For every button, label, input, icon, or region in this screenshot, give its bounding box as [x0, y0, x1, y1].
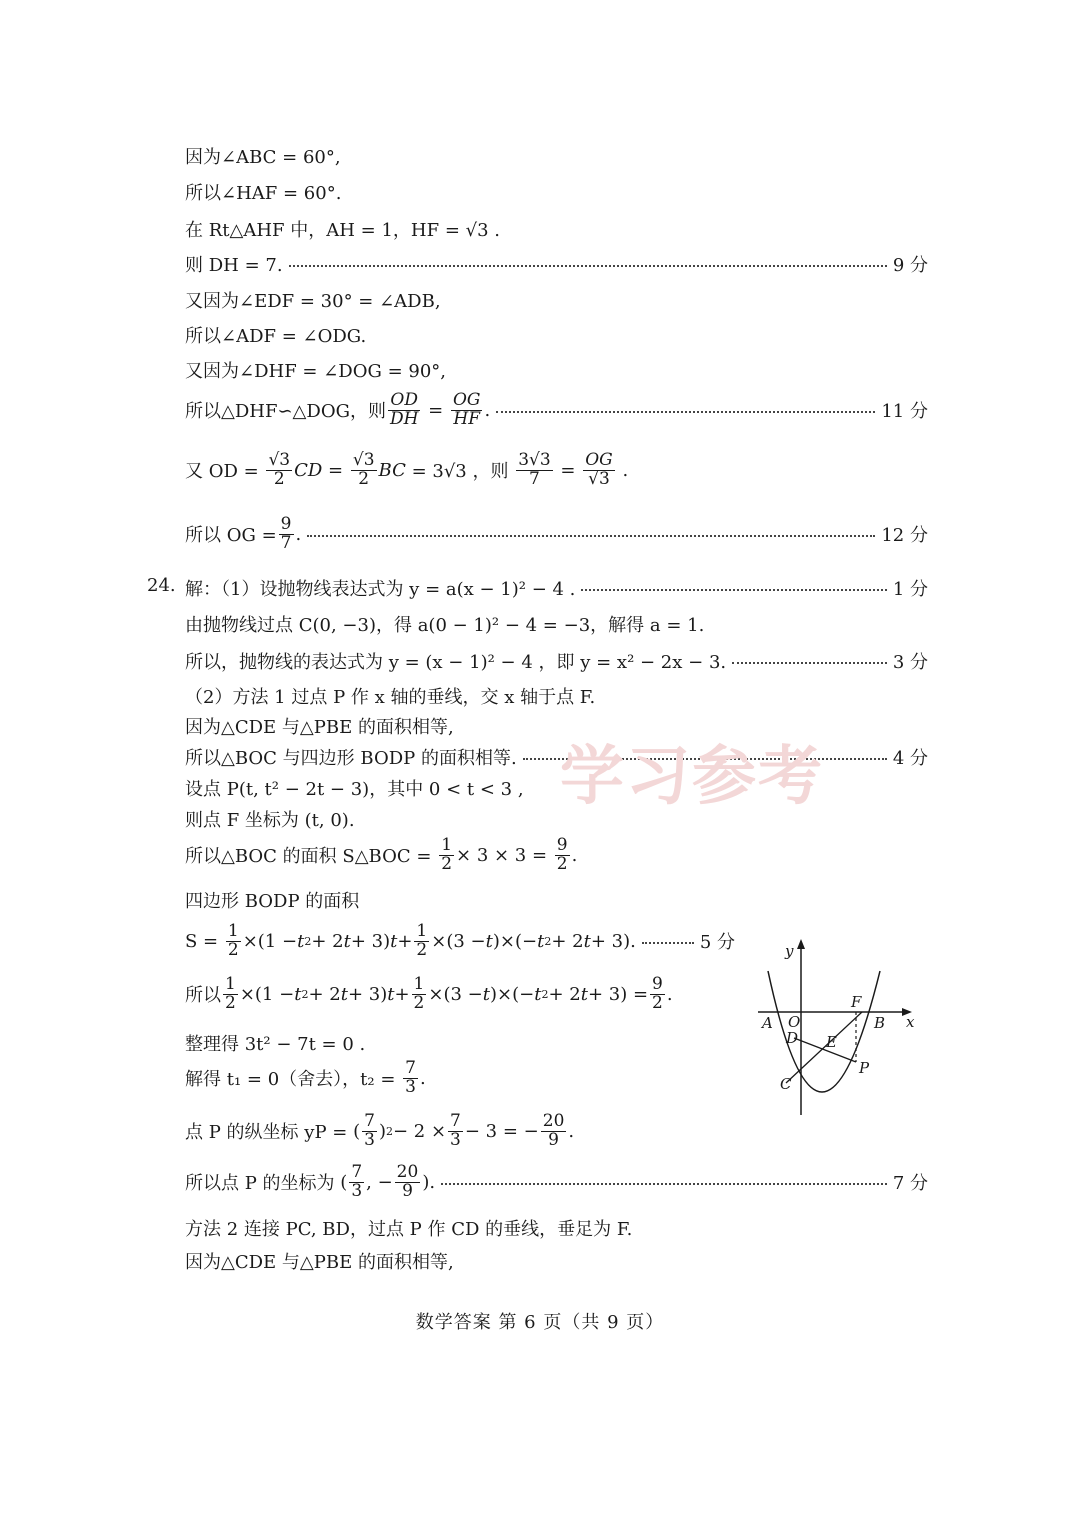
watermark: 学习参考: [560, 740, 824, 814]
line-21-text: S =: [185, 930, 219, 952]
text-line-27: 方法 2 连接 PC, BD，过点 P 作 CD 的垂线，垂足为 F.: [185, 1219, 633, 1240]
label-b: B: [874, 1014, 886, 1032]
score-5: 5 分: [699, 932, 735, 954]
text-line-18: 则点 F 坐标为 (t, 0).: [185, 810, 355, 831]
frac-od-dh: $\frac{OD}{DH}$: [389, 390, 419, 429]
text-line-3: 在 Rt△AHF 中，AH = 1，HF = √3 .: [185, 220, 501, 241]
line-24-text: 解得 t₁ = 0（舍去），t₂ =: [185, 1069, 396, 1091]
dot-leader: [732, 662, 887, 664]
text-line-8: 所以△DHF∽△DOG，则 $\frac{OD}{DH}$ = $\frac{OG}{HF}$ . 11 分: [185, 390, 928, 429]
label-c: C: [780, 1075, 792, 1093]
text-line-7: 又因为∠DHF = ∠DOG = 90°,: [185, 361, 447, 382]
question-number: 24.: [147, 575, 176, 596]
label-d: D: [786, 1029, 799, 1047]
text-line-19: 所以△BOC 的面积 S△BOC = $\frac{1}{2}$ × 3 × 3 = $\frac{9}{2}$ .: [185, 835, 578, 874]
text-line-15: 因为△CDE 与△PBE 的面积相等,: [185, 717, 454, 738]
line-16-text: 所以△BOC 与四边形 BODP 的面积相等.: [185, 748, 517, 769]
dot-leader: [642, 942, 694, 944]
text-line-11: [185, 575, 928, 601]
text-line-20: 四边形 BODP 的面积: [185, 891, 360, 912]
line-9-text: 又 OD =: [185, 461, 259, 483]
text-line-10: 所以 OG = $\frac{9}{7}$ . 12 分: [185, 514, 928, 553]
text-line-5: 又因为∠EDF = 30° = ∠ADB,: [185, 291, 441, 312]
text-line-26: 所以点 P 的坐标为 ( $\frac{7}{3}$ , − $\frac{20}{9}$ ). 7 分: [185, 1162, 928, 1201]
line-22-text: 所以: [185, 985, 221, 1007]
line-10-text: 所以 OG =: [185, 525, 277, 547]
text-line-4: [185, 251, 928, 277]
text-line-2: 所以∠HAF = 60°.: [185, 183, 342, 204]
label-x: x: [906, 1013, 915, 1031]
score-11: 11 分: [881, 401, 928, 423]
dot-leader: [496, 411, 875, 413]
label-o: O: [788, 1013, 801, 1031]
text-line-1: 因为∠ABC = 60°,: [185, 147, 341, 168]
text-line-9: 又 OD = $\frac{√3}{2}$ CD = $\frac{√3}{2}$ BC = 3√3 ，则 $\frac{3√3}{7}$ = $\frac{OG}{√3}$ .: [185, 450, 629, 489]
page-footer: 数学答案 第 6 页（共 9 页）: [415, 1312, 665, 1333]
line-8-text: 所以△DHF∽△DOG，则: [185, 401, 386, 423]
text-line-22: 所以 $\frac{1}{2}$ ×(1 − t 2 + 2 t + 3) t + $\frac{1}{2}$ ×(3 − t )×(− t 2 + 2 t + 3) = $\frac{9}{2}$ .: [185, 974, 673, 1013]
text-line-13: [185, 648, 928, 674]
text-line-6: 所以∠ADF = ∠ODG.: [185, 326, 367, 347]
text-line-24: 解得 t₁ = 0（舍去），t₂ = $\frac{7}{3}$ .: [185, 1058, 426, 1097]
text-line-14: （2）方法 1 过点 P 作 x 轴的垂线，交 x 轴于点 F.: [185, 687, 596, 708]
text-line-23: 整理得 3t² − 7t = 0 .: [185, 1034, 366, 1055]
frac-og-hf: $\frac{OG}{HF}$: [452, 390, 481, 429]
dot-leader: [289, 265, 887, 267]
parabola-figure: [748, 935, 928, 1125]
score-12: 12 分: [881, 525, 928, 547]
score-9: 9 分: [892, 255, 928, 276]
line-4-text: 则 DH = 7.: [185, 255, 283, 276]
dot-leader: [307, 535, 875, 537]
frac-og: $\frac{9}{7}$: [280, 514, 292, 553]
line-13-text: 所以，抛物线的表达式为 y = (x − 1)² − 4 ，即 y = x² − 2x − 3.: [185, 652, 727, 673]
score-7: 7 分: [892, 1173, 928, 1195]
label-e: E: [826, 1033, 837, 1051]
score-3: 3 分: [892, 652, 928, 673]
score-4: 4 分: [892, 748, 928, 769]
label-a: A: [762, 1014, 773, 1032]
label-p: P: [859, 1059, 870, 1077]
dot-leader: [441, 1183, 887, 1185]
dot-leader: [581, 589, 886, 591]
line-25-text: 点 P 的纵坐标 yP =: [185, 1122, 348, 1144]
text-line-28: 因为△CDE 与△PBE 的面积相等,: [185, 1252, 454, 1273]
segment-dp: [794, 1038, 856, 1062]
label-f: F: [851, 993, 862, 1011]
label-y: y: [785, 942, 794, 960]
text-line-12: 由抛物线过点 C(0, −3)，得 a(0 − 1)² − 4 = −3，解得 a = 1.: [185, 615, 705, 636]
y-axis-arrow: [797, 939, 805, 949]
text-line-21: S = $\frac{1}{2}$ ×(1 − t 2 + 2 t + 3) t + $\frac{1}{2}$ ×(3 − t )×(− t 2 + 2 t + 3). 5 分: [185, 921, 735, 960]
line-26-text: 所以点 P 的坐标为: [185, 1173, 335, 1195]
line-19-text: 所以△BOC 的面积 S△BOC =: [185, 846, 432, 868]
text-line-25: 点 P 的纵坐标 yP = ( $\frac{7}{3}$ ) 2 − 2 × $\frac{7}{3}$ − 3 = − $\frac{20}{9}$ .: [185, 1111, 575, 1150]
line-11-text: 解：（1）设抛物线表达式为 y = a(x − 1)² − 4 .: [185, 579, 576, 600]
score-1: 1 分: [892, 579, 928, 600]
text-line-17: 设点 P(t, t² − 2t − 3)，其中 0 < t < 3 ,: [185, 779, 524, 800]
